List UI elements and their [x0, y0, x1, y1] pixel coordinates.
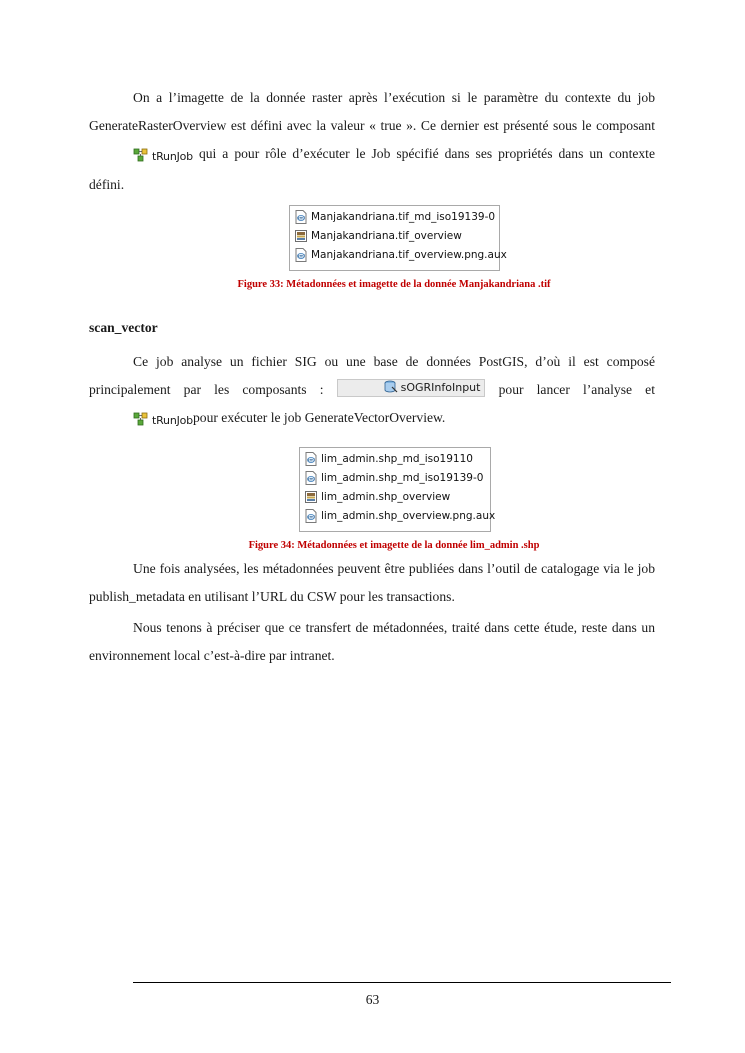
section-heading: scan_vector [89, 320, 158, 335]
file-row [300, 449, 490, 468]
svg-text:xml: xml [297, 215, 305, 220]
file-name: lim_admin.shp_md_iso19110 [321, 452, 473, 465]
trunjob-label: tRunJob [152, 150, 193, 163]
figure-34-file-list [299, 447, 496, 532]
trunjob-icon [133, 148, 149, 162]
figure-34-caption: Figure 34: Métadonnées et imagette de la donnée lim_admin .shp [248, 540, 540, 551]
trunjob-component [89, 407, 193, 435]
sogrinfoinput-component [337, 379, 486, 397]
file-name: lim_admin.shp_md_iso19139-0 [321, 471, 484, 484]
paragraph-scan-vector [89, 348, 655, 435]
paragraph-raster-overview [89, 84, 655, 199]
file-row [300, 506, 496, 525]
paragraph-text: On a l’imagette de la donnée raster après l’exécution si le paramètre du contexte du job GenerateRasterOverview est défini avec la valeur « true ». Ce dernier est présenté sous le composant [89, 90, 655, 133]
paragraph-text: pour lancer l’analyse et [485, 382, 655, 397]
paragraph-text: qui a pour rôle d’exécuter le Job spécifié dans ses propriétés dans un contexte défini. [89, 146, 655, 192]
file-row [290, 207, 499, 226]
svg-text:xml: xml [307, 457, 315, 462]
footer-rule [133, 982, 671, 983]
page-number: 63 [365, 992, 380, 1007]
svg-text:xml: xml [307, 476, 315, 481]
svg-text:xml: xml [297, 253, 305, 258]
file-name: Manjakandriana.tif_overview [311, 229, 462, 242]
file-row [290, 245, 507, 264]
trunjob-label: tRunJob [152, 414, 193, 427]
file-row [300, 487, 490, 506]
file-row [300, 468, 490, 487]
file-name: Manjakandriana.tif_md_iso19139-0 [311, 210, 496, 223]
svg-text:xml: xml [307, 514, 315, 519]
paragraph-publish: Une fois analysées, les métadonnées peuvent être publiées dans l’outil de catalogage via le job publish_metadata en utilisant l’URL du CSW pour les transactions. [89, 561, 655, 604]
sogrinfoinput-label: sOGRInfoInput [400, 381, 481, 394]
figure-33-caption: Figure 33: Métadonnées et imagette de la donnée Manjakandriana .tif [237, 279, 551, 290]
xml-file-icon [295, 248, 307, 262]
file-name: lim_admin.shp_overview.png.aux [321, 509, 496, 522]
image-file-icon [305, 490, 317, 504]
xml-file-icon [305, 471, 317, 485]
database-icon [384, 380, 398, 393]
paragraph-text: pour exécuter le job GenerateVectorOverview. [192, 410, 446, 425]
trunjob-component [89, 143, 193, 171]
paragraph-text: Ce job analyse un fichier SIG ou une base de données PostGIS, d’où il est composé principalement par les composants : [89, 354, 655, 397]
figure-33-file-list [289, 205, 507, 271]
file-name: Manjakandriana.tif_overview.png.aux [311, 248, 507, 261]
xml-file-icon [295, 210, 307, 224]
xml-file-icon [305, 509, 317, 523]
xml-file-icon [305, 452, 317, 466]
file-name: lim_admin.shp_overview [321, 490, 451, 503]
image-file-icon [295, 229, 307, 243]
file-row [290, 226, 499, 245]
trunjob-icon [133, 412, 149, 426]
paragraph-intranet: Nous tenons à préciser que ce transfert de métadonnées, traité dans cette étude, reste dans un environnement local c’est-à-dire par intranet. [89, 620, 655, 663]
